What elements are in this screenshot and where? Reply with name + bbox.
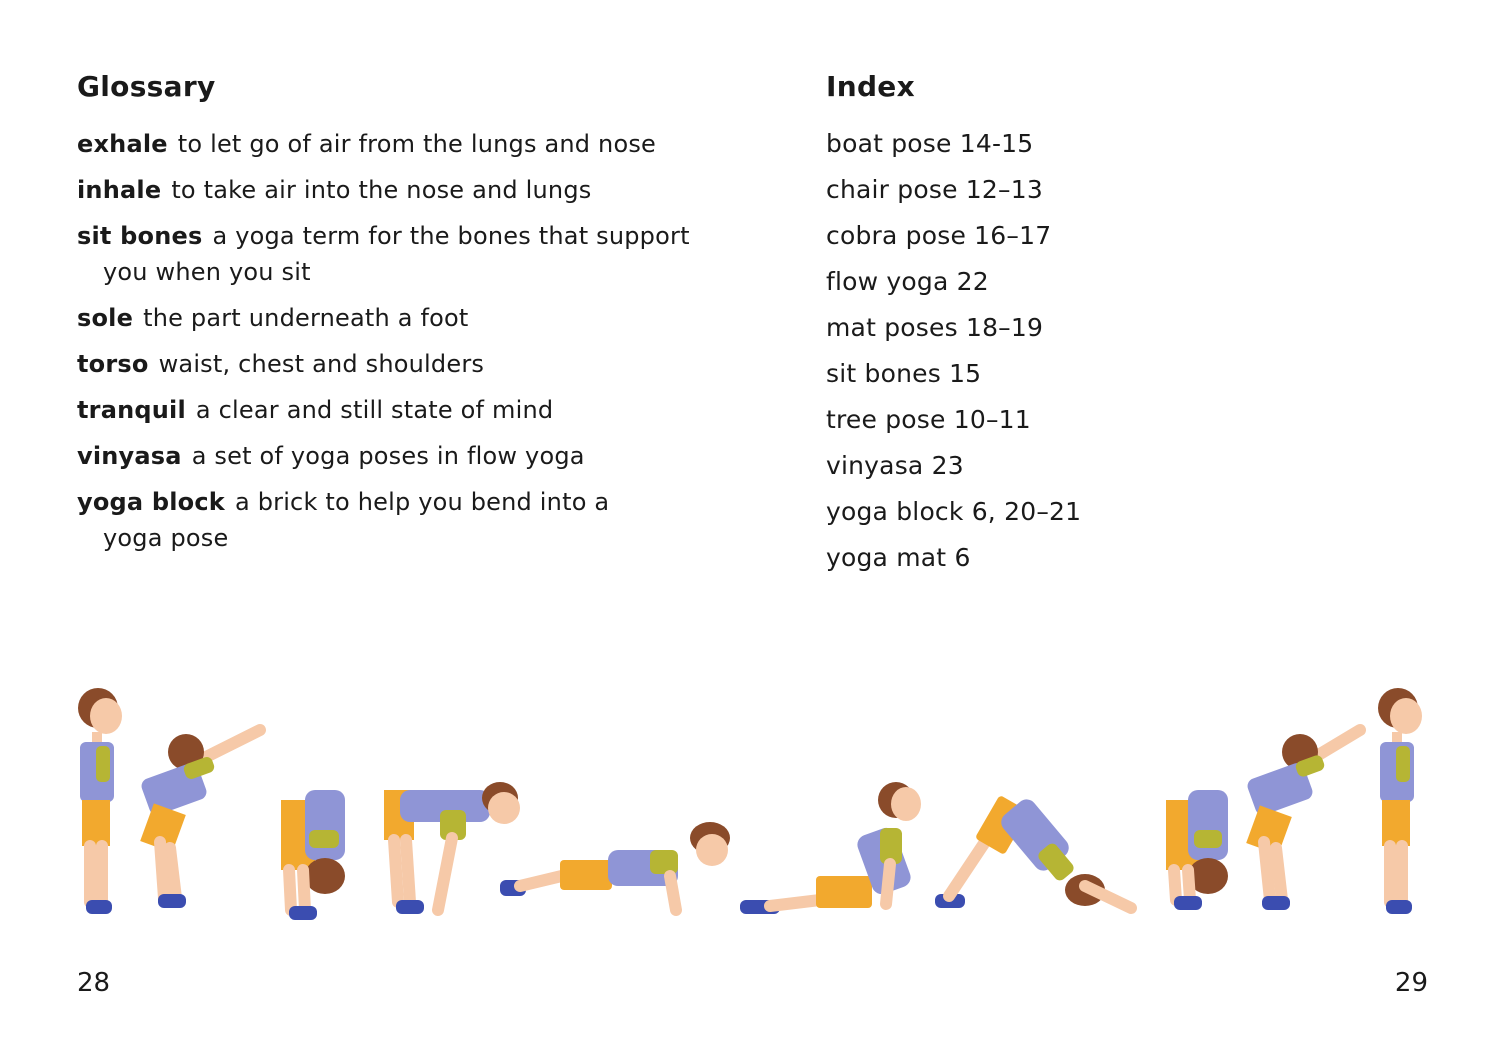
page-number-left: 28 — [77, 968, 111, 998]
glossary-definition: waist, chest and shoulders — [158, 350, 485, 378]
figure-half-lift — [384, 782, 520, 914]
index-entry: vinyasa 23 — [826, 451, 964, 480]
glossary-definition: to take air into the nose and lungs — [171, 176, 592, 204]
glossary-definition: a clear and still state of mind — [195, 396, 554, 424]
glossary-term: sit bones — [77, 222, 203, 250]
glossary-definition: to let go of air from the lungs and nose — [177, 130, 657, 158]
index-heading: Index — [826, 70, 915, 103]
index-entry: flow yoga 22 — [826, 267, 989, 296]
figure-forward-fold — [281, 790, 345, 920]
index-entry: boat pose 14-15 — [826, 129, 1034, 158]
index-entry: cobra pose 16–17 — [826, 221, 1052, 250]
glossary-entry — [77, 484, 623, 556]
figure-downward-dog — [935, 795, 1131, 908]
figure-raised-arms — [139, 730, 260, 908]
glossary-entry — [77, 126, 717, 162]
glossary-definition: a brick to help you bend into a yoga pose — [103, 488, 610, 552]
index-list — [826, 126, 1081, 586]
index-entry: chair pose 12–13 — [826, 175, 1043, 204]
figure-cobra — [740, 782, 921, 914]
index-entry: yoga block 6, 20–21 — [826, 497, 1082, 526]
glossary-entry — [77, 172, 717, 208]
figure-raised-arms-return — [1245, 730, 1360, 910]
figure-standing — [78, 688, 122, 914]
figure-plank — [500, 822, 730, 910]
glossary-entry — [77, 218, 703, 290]
glossary-definition: a yoga term for the bones that support you when you sit — [103, 222, 690, 286]
index-entry: sit bones 15 — [826, 359, 982, 388]
glossary-definition: the part underneath a foot — [143, 304, 469, 332]
glossary-entry — [77, 300, 717, 336]
yoga-sequence-illustration — [60, 680, 1440, 940]
figure-standing-return — [1378, 688, 1422, 914]
glossary-term: tranquil — [77, 396, 186, 424]
glossary-term: torso — [77, 350, 149, 378]
figure-forward-fold-return — [1166, 790, 1228, 910]
glossary-entry — [77, 346, 717, 382]
glossary-term: sole — [77, 304, 134, 332]
index-entry: mat poses 18–19 — [826, 313, 1044, 342]
glossary-heading: Glossary — [77, 70, 216, 103]
glossary-entry — [77, 392, 717, 428]
index-entry: tree pose 10–11 — [826, 405, 1031, 434]
glossary-term: yoga block — [77, 488, 225, 516]
page-number-right: 29 — [1394, 968, 1428, 998]
glossary-term: inhale — [77, 176, 162, 204]
glossary-term: exhale — [77, 130, 168, 158]
glossary-definition: a set of yoga poses in flow yoga — [191, 442, 585, 470]
glossary-term: vinyasa — [77, 442, 182, 470]
glossary-list — [77, 126, 717, 566]
glossary-entry — [77, 438, 717, 474]
index-entry: yoga mat 6 — [826, 543, 971, 572]
